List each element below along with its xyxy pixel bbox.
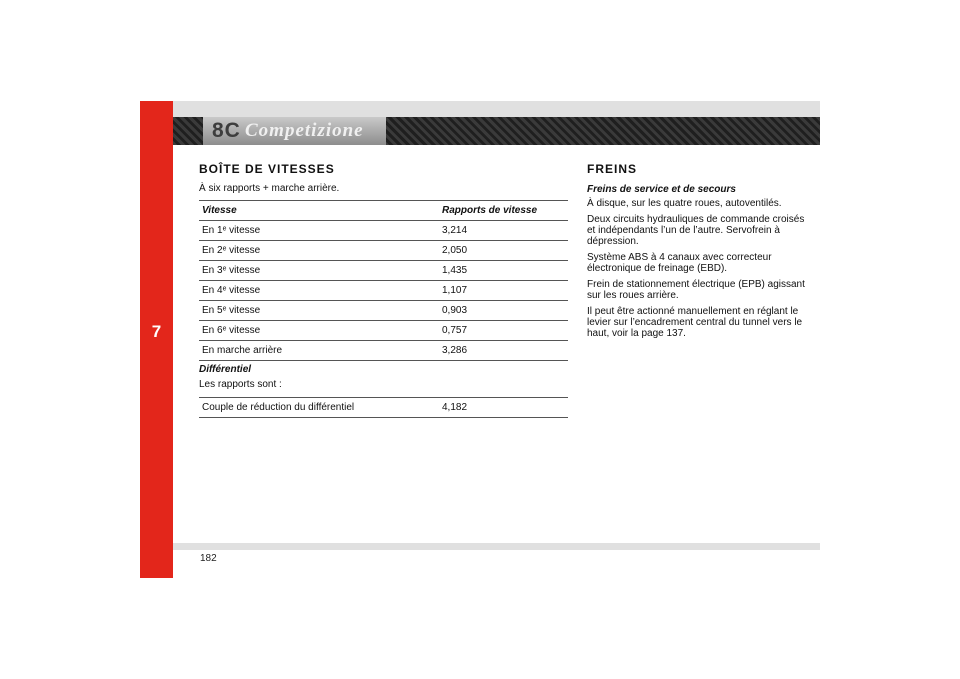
gear-label: En 6ᵉ vitesse (202, 325, 261, 336)
gear-ratio: 1,107 (442, 285, 468, 296)
gear-ratio: 0,757 (442, 325, 468, 336)
header-band (173, 101, 820, 117)
brakes-line: Frein de stationnement électrique (EPB) agissant (587, 279, 805, 290)
table-row (199, 241, 568, 261)
gear-ratio: 1,435 (442, 265, 468, 276)
gear-label: En 5ᵉ vitesse (202, 305, 261, 316)
gear-label: En marche arrière (202, 345, 283, 356)
gear-label: En 2ᵉ vitesse (202, 245, 261, 256)
differential-table (199, 397, 568, 418)
logo-script: Competizione (245, 120, 364, 141)
table-row (199, 221, 568, 241)
table-row (199, 321, 568, 341)
brakes-line: sur les roues arrière. (587, 290, 679, 301)
table-row (199, 281, 568, 301)
gear-ratio: 3,286 (442, 345, 468, 356)
brakes-line: À disque, sur les quatre roues, autoventilés. (587, 198, 782, 209)
gear-label: En 1ᵉ vitesse (202, 225, 261, 236)
gearbox-subtitle: À six rapports + marche arrière. (199, 183, 340, 194)
footer-band (173, 543, 820, 550)
gear-ratio: 0,903 (442, 305, 468, 316)
brakes-line: électronique de freinage (EBD). (587, 263, 728, 274)
gear-label: En 4ᵉ vitesse (202, 285, 261, 296)
brakes-title: FREINS (587, 162, 638, 176)
gearbox-table (199, 200, 568, 361)
brakes-line: Il peut être actionné manuellement en réglant le (587, 306, 799, 317)
brakes-line: levier sur l’encadrement central du tunnel vers le (587, 317, 803, 328)
differential-intro: Les rapports sont : (199, 379, 282, 390)
table-header (199, 200, 568, 221)
header-ratio: Rapports de vitesse (442, 205, 538, 216)
table-row (199, 261, 568, 281)
brakes-line: Deux circuits hydrauliques de commande croisés (587, 214, 805, 225)
brand-logo (203, 117, 386, 145)
table-row (199, 341, 568, 361)
table-row (199, 301, 568, 321)
gear-ratio: 3,214 (442, 225, 468, 236)
brakes-line: dépression. (587, 236, 639, 247)
gear-label: En 3ᵉ vitesse (202, 265, 261, 276)
table-row (199, 397, 568, 418)
chapter-number: 7 (151, 322, 162, 341)
differential-title: Différentiel (199, 364, 252, 375)
differential-value: 4,182 (442, 402, 468, 413)
logo-model: 8C (212, 119, 241, 142)
page-number: 182 (200, 553, 217, 564)
brakes-line: haut, voir la page 137. (587, 328, 686, 339)
header-gear: Vitesse (202, 205, 237, 216)
gear-ratio: 2,050 (442, 245, 468, 256)
gearbox-title: BOÎTE DE VITESSES (199, 162, 335, 176)
brakes-line: et indépendants l’un de l’autre. Servofrein à (587, 225, 780, 236)
brakes-text (587, 198, 805, 339)
brakes-line: Système ABS à 4 canaux avec correcteur (587, 252, 772, 263)
brakes-subtitle: Freins de service et de secours (587, 184, 736, 195)
differential-label: Couple de réduction du différentiel (202, 402, 355, 413)
